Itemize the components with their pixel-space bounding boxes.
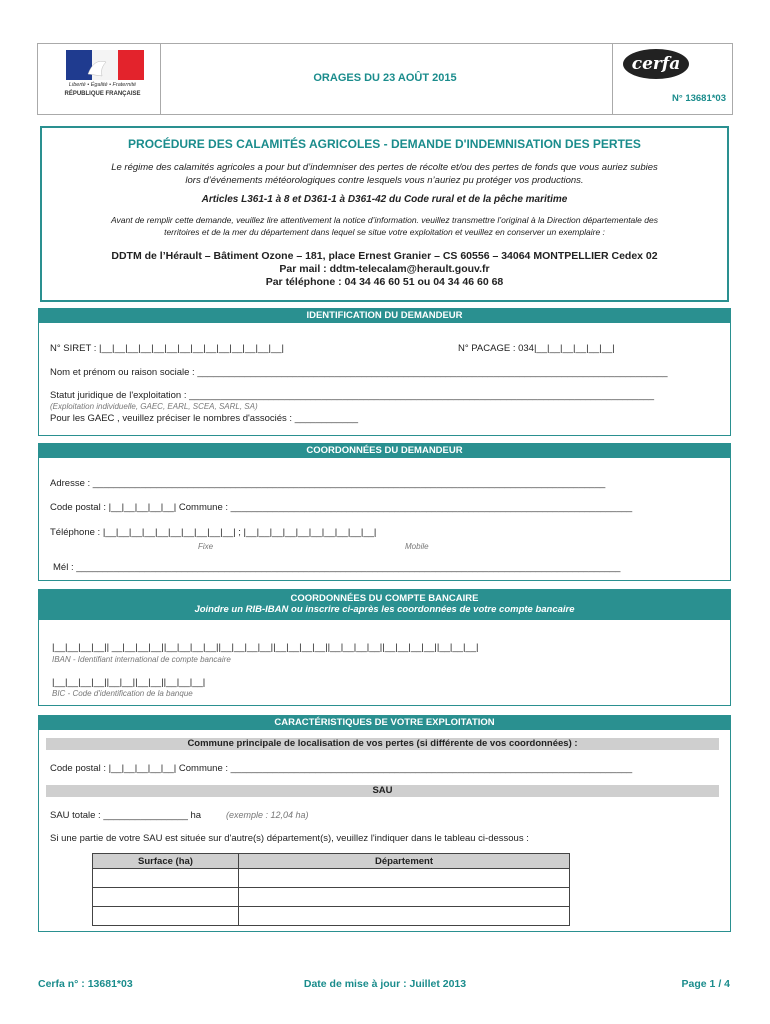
notice-1: Avant de remplir cette demande, veuillez lire attentivement la notice d’information. veuillez transmettre l’original à la Direction départementale des [111,215,658,225]
coordonnees-title: COORDONNÉES DU DEMANDEUR [39,444,730,458]
intro-subtitle-1: Le régime des calamités agricoles a pour but d’indemniser des pertes de récolte et/ou des pertes de fonds que vous auriez subies [111,162,658,173]
mel-field[interactable]: Mél : _______________________________________________________________________________________________________ [53,562,621,573]
banque-subtitle: Joindre un RIB-IBAN ou inscrire ci-après les coordonnées de votre compte bancaire [194,604,575,615]
pacage-field[interactable]: N° PACAGE : 034|__|__|__|__|__|__| [458,343,615,354]
telephone-field[interactable]: Téléphone : |__|__|__|__|__|__|__|__|__|__| ; |__|__|__|__|__|__|__|__|__|__| [50,527,377,538]
banque-band [39,590,730,620]
surface-cell[interactable] [93,888,239,907]
surface-header: Surface (ha) [93,854,239,869]
statut-hint: (Exploitation individuelle, GAEC, EARL, SCEA, SARL, SA) [50,402,258,411]
siret-field[interactable]: N° SIRET : |__|__|__|__|__|__|__|__|__|__|__|__|__|__| [50,343,284,354]
commune-band: Commune principale de localisation de vos pertes (si différente de vos coordonnées) : [46,738,719,750]
table-row [93,869,570,888]
departement-cell[interactable] [239,888,570,907]
iban-hint: IBAN - Identifiant international de compte bancaire [52,655,231,664]
logo-republique: RÉPUBLIQUE FRANÇAISE [64,91,141,97]
sau-example: (exemple : 12,04 ha) [226,810,309,820]
departement-header: Département [239,854,570,869]
identification-title: IDENTIFICATION DU DEMANDEUR [39,309,730,323]
table-row [93,888,570,907]
fixe-hint: Fixe [198,542,214,551]
code-postal-field[interactable]: Code postal : |__|__|__|__|__| Commune : ____________________________________________________________________________ [50,502,633,513]
ddtm-mail: Par mail : ddtm-telecalam@herault.gouv.fr [279,263,490,275]
exploitation-code-postal-field[interactable]: Code postal : |__|__|__|__|__| Commune : ____________________________________________________________________________ [50,763,633,774]
procedure-title: PROCÉDURE DES CALAMITÉS AGRICOLES - DEMANDE D'INDEMNISATION DES PERTES [128,137,641,151]
bic-hint: BIC - Code d'identification de la banque [52,689,193,698]
sau-autre-text: Si une partie de votre SAU est située sur d'autre(s) département(s), veuillez l'indiquer dans le tableau ci-dessous : [50,833,529,844]
statut-field[interactable]: Statut juridique de l'exploitation : ________________________________________________________________________________________ [50,390,655,401]
surface-cell[interactable] [93,869,239,888]
articles: Articles L361-1 à 8 et D361-1 à D361-42 du Code rural et de la pêche maritime [201,194,568,205]
departement-cell[interactable] [239,907,570,926]
iban-field[interactable]: |__|__|__|__|| __|__|__|__||__|__|__|__||__|__|__|__||__|__|__|__||__|__|__|__||__|__|__|__||__|__|__| [52,642,479,653]
table-row [93,907,570,926]
intro-subtitle-2: lors d’événements météorologiques contre lesquels vous n’auriez pu protéger vos productions. [185,175,584,186]
bic-field[interactable]: |__|__|__|__||__|__||__|__||__|__|__| [52,677,206,688]
cerfa-logo: cerfa [623,49,689,79]
sau-totale-field[interactable]: SAU totale : ________________ ha [50,810,202,821]
exploitation-title: CARACTÉRISTIQUES DE VOTRE EXPLOITATION [39,716,730,730]
footer-page: Page 1 / 4 [681,978,730,990]
ddtm-address: DDTM de l’Hérault – Bâtiment Ozone – 181, place Ernest Granier – CS 60556 – 34064 MONTPELLIER Cedex 02 [111,250,658,262]
cerfa-number: N° 13681*03 [672,93,726,104]
mobile-hint: Mobile [405,542,429,551]
footer-date: Date de mise à jour : Juillet 2013 [303,978,467,990]
gaec-field[interactable]: Pour les GAEC , veuillez préciser le nombres d'associés : ____________ [50,413,359,424]
footer-cerfa: Cerfa n° : 13681*03 [38,978,133,990]
banque-title: COORDONNÉES DU COMPTE BANCAIRE [290,593,479,604]
surface-cell[interactable] [93,907,239,926]
adresse-field[interactable]: Adresse : _________________________________________________________________________________________________ [50,478,606,489]
ddtm-phone: Par téléphone : 04 34 46 60 51 ou 04 34 46 60 68 [265,276,504,288]
event-title: ORAGES DU 23 AOÛT 2015 [313,72,457,84]
departement-table [92,853,570,926]
sau-band: SAU [46,785,719,797]
departement-cell[interactable] [239,869,570,888]
notice-2: territoires et de la mer du département dans lequel se situe votre exploitation et veuillez en conserver un exemplaire : [164,227,605,237]
nom-field[interactable]: Nom et prénom ou raison sociale : _________________________________________________________________________________________ [50,367,668,378]
logo-motto: Liberté • Égalité • Fraternité [68,82,137,88]
